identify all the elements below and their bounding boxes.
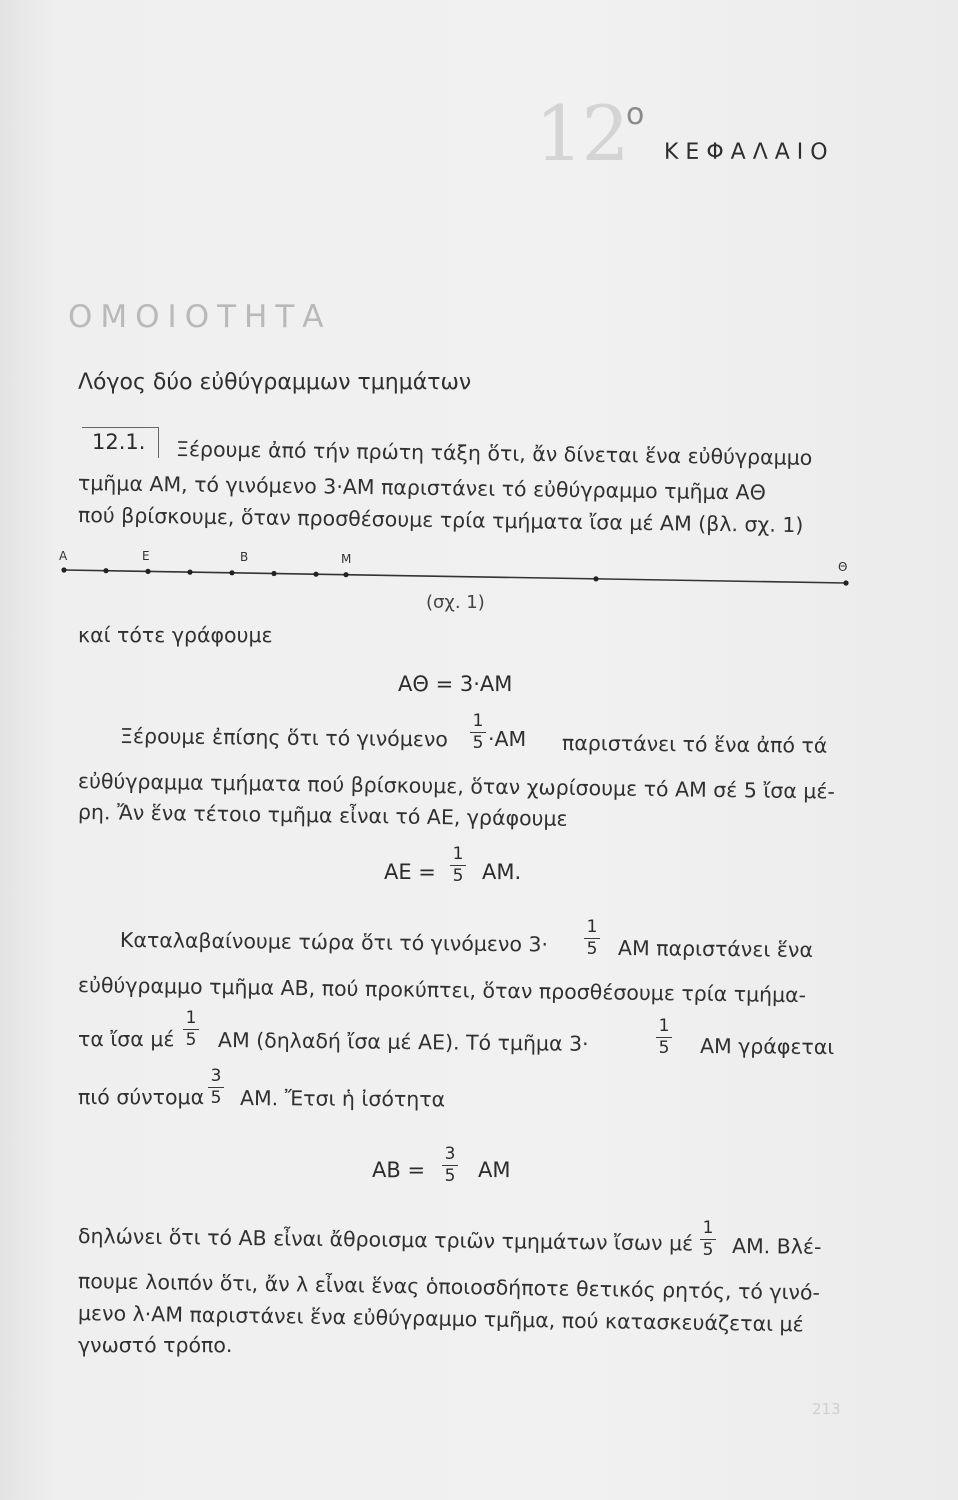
fraction-one-fifth-6 — [700, 1220, 716, 1259]
text-line-12b: ΑΜ. Βλέ- — [731, 1234, 822, 1259]
fraction-denominator: 5 — [185, 1030, 197, 1050]
text-line-13: πουμε λοιπόν ὅτι, ἄν λ εἶναι ἕνας ὁποιοσδήποτε θετικός ρητός, τό γινό- — [77, 1269, 821, 1305]
fraction-denominator: 5 — [444, 1166, 456, 1186]
text-line-4: καί τότε γράφουμε — [78, 623, 273, 647]
point-m — [343, 572, 348, 577]
point-b — [229, 570, 234, 575]
fraction-numerator: 3 — [210, 1066, 222, 1086]
fraction-three-fifths-1 — [208, 1068, 224, 1107]
point-tick-2 — [187, 570, 192, 575]
paragraph-number: 12.1. — [92, 430, 146, 454]
text-line-10b: ΑΜ (δηλαδή ἴσα μέ ΑΕ). Τό τμῆμα 3· — [217, 1028, 589, 1056]
fraction-denominator: 5 — [702, 1240, 714, 1260]
fraction-denominator: 5 — [472, 733, 484, 753]
point-tick-1 — [145, 569, 150, 574]
label-e: Ε — [142, 549, 150, 563]
chapter-number: 12 — [535, 89, 628, 178]
chapter-word: ΚΕΦΑΛΑΙΟ — [664, 140, 835, 165]
figure-caption: (σχ. 1) — [426, 592, 485, 613]
equation-2-right: ΑΜ. — [482, 860, 522, 884]
text-line-7: ρη. Ἄν ἕνα τέτοιο τμῆμα εἶναι τό ΑΕ, γράφουμε — [77, 800, 568, 831]
equation-1: ΑΘ = 3·ΑΜ — [398, 672, 513, 696]
fraction-denominator: 5 — [210, 1088, 222, 1108]
fraction-numerator: 3 — [444, 1144, 456, 1164]
equation-2-left: ΑΕ = — [384, 860, 436, 884]
fraction-one-fifth-1 — [470, 713, 486, 752]
text-line-12a: δηλώνει ὅτι τό ΑΒ εἶναι ἄθροισμα τριῶν τμημάτων ἴσων μέ — [77, 1224, 694, 1256]
text-line-10a: τα ἴσα μέ — [78, 1027, 175, 1051]
section-title: ΟΜΟΙΟΤΗΤΑ — [68, 299, 332, 335]
fraction-numerator: 1 — [702, 1218, 714, 1238]
point-tick-4 — [313, 572, 318, 577]
equation-3-right: ΑΜ — [478, 1158, 511, 1182]
text-line-14: μενο λ·ΑΜ παριστάνει ἕνα εὐθύγραμμο τμῆμα, πού κατασκευάζεται μέ — [77, 1301, 804, 1337]
segment-line — [64, 570, 846, 583]
label-b: Β — [240, 550, 249, 564]
chapter-superscript: ο — [626, 97, 645, 132]
page-number: 213 — [812, 1400, 841, 1418]
label-theta: Θ — [838, 560, 848, 574]
subsection-title: Λόγος δύο εὐθύγραμμων τμημάτων — [78, 370, 472, 395]
fraction-denominator: 5 — [586, 939, 598, 959]
text-line-11b: ΑΜ. Ἔτσι ἡ ἰσότητα — [239, 1086, 446, 1112]
text-line-3: πού βρίσκουμε, ὅταν προσθέσουμε τρία τμήματα ἴσα μέ ΑΜ (βλ. σχ. 1) — [77, 503, 804, 538]
fraction-numerator: 1 — [658, 1016, 670, 1036]
fraction-one-fifth-2 — [450, 846, 466, 885]
text-line-11a: πιό σύντομα — [78, 1085, 205, 1109]
fraction-three-fifths-2 — [442, 1146, 458, 1185]
fraction-numerator: 1 — [452, 844, 464, 864]
fraction-denominator: 5 — [658, 1038, 670, 1058]
text-line-10c: ΑΜ γράφεται — [699, 1034, 835, 1060]
label-m: Μ — [341, 552, 352, 566]
text-line-5b: ·ΑΜ — [488, 727, 527, 751]
text-line-9: εὐθύγραμμο τμῆμα ΑΒ, πού προκύπτει, ὅταν προσθέσουμε τρία τμήμα- — [77, 973, 807, 1008]
fraction-denominator: 5 — [452, 866, 464, 886]
fraction-one-fifth-5 — [656, 1018, 672, 1057]
text-line-8a: Καταλαβαίνουμε τώρα ὅτι τό γινόμενο 3· — [119, 928, 549, 957]
point-tick-3 — [271, 571, 276, 576]
text-line-8b: ΑΜ παριστάνει ἕνα — [617, 936, 814, 963]
fraction-one-fifth-4 — [183, 1010, 199, 1049]
text-line-15: γνωστό τρόπο. — [78, 1333, 233, 1357]
text-line-5a: Ξέρουμε ἐπίσης ὅτι τό γινόμενο — [119, 724, 449, 752]
text-line-5c: παριστάνει τό ἕνα ἀπό τά — [561, 731, 828, 758]
fraction-numerator: 1 — [586, 917, 598, 937]
segment-figure — [56, 536, 856, 592]
fraction-numerator: 1 — [472, 711, 484, 731]
equation-3-left: ΑΒ = — [372, 1158, 426, 1182]
text-line-2: τμῆμα ΑΜ, τό γινόμενο 3·ΑΜ παριστάνει τό εὐθύγραμμο τμῆμα ΑΘ — [77, 471, 766, 505]
point-a — [61, 567, 66, 572]
point-e — [103, 568, 108, 573]
fraction-one-fifth-3 — [584, 919, 600, 958]
point-theta — [843, 580, 848, 585]
fraction-numerator: 1 — [185, 1008, 197, 1028]
text-line-6: εὐθύγραμμα τμήματα πού βρίσκουμε, ὅταν χωρίσουμε τό ΑΜ σέ 5 ἴσα μέ- — [77, 769, 836, 804]
label-a: Α — [59, 549, 68, 563]
point-2am — [593, 576, 598, 581]
text-line-1: Ξέρουμε ἀπό τήν πρώτη τάξη ὅτι, ἄν δίνεται ἕνα εὐθύγραμμο — [175, 437, 813, 470]
